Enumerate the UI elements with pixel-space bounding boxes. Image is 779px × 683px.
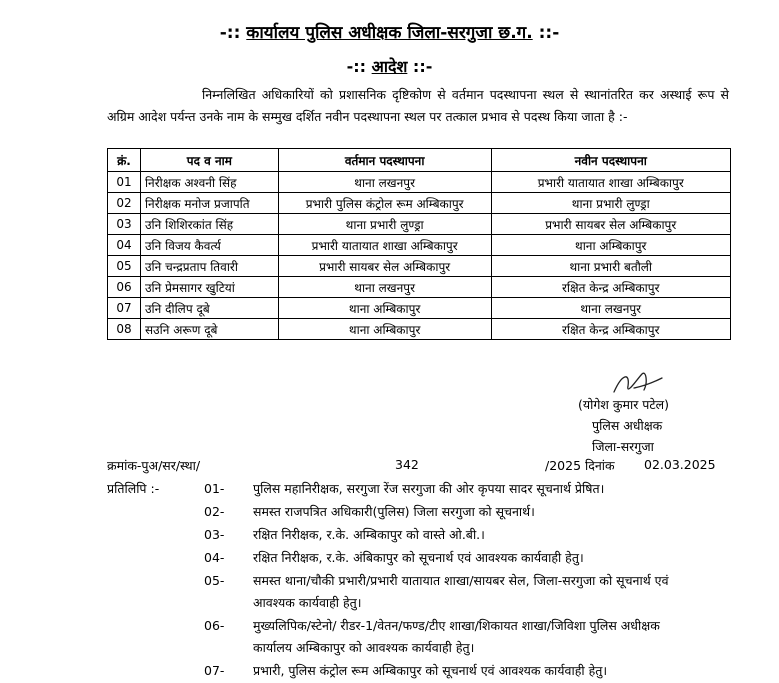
table-row xyxy=(108,235,731,256)
cell-current-posting: थाना लखनपुर xyxy=(278,277,491,298)
title-suffix: ::- xyxy=(532,23,560,43)
table-row xyxy=(108,214,731,235)
list-item xyxy=(0,615,779,659)
transfer-table xyxy=(107,148,731,340)
list-item xyxy=(0,570,779,614)
signatory-block xyxy=(578,394,669,457)
table-row xyxy=(108,277,731,298)
reference-line xyxy=(107,457,717,477)
copies-list xyxy=(0,478,779,683)
office-title xyxy=(0,20,779,43)
copy-text: पुलिस महानिरीक्षक, सरगुजा रेंज सरगुजा की ओर कृपया सादर सूचनार्थ प्रेषित। xyxy=(253,481,605,496)
list-item xyxy=(0,524,779,546)
copy-text: मुख्यलिपिक/स्टेनो/ रीडर-1/वेतन/फण्ड/टीए शाखा/शिकायत शाखा/जिविशा पुलिस अधीक्षक कार्यालय अम्बिकापुर को आवश्यक कार्यवाही हेतु। xyxy=(253,618,660,655)
cell-serial: 04 xyxy=(108,235,141,256)
copy-number: 07- xyxy=(204,663,225,678)
cell-post-name: उनि चन्द्रप्रताप तिवारी xyxy=(140,256,278,277)
intro-paragraph: निम्नलिखित अधिकारियों को प्रशासनिक दृष्टिकोण से वर्तमान पदस्थापना स्थल से स्थानांतरित कर अस्थाई रूप से अग्रिम आदेश पर्यन्त उनके नाम के सम्मुख दर्शित नवीन पदस्थापना स्थल पर तत्काल प्रभाव से पदस्थ किया जाता है :- xyxy=(107,87,729,124)
title-text: कार्यालय पुलिस अधीक्षक जिला-सरगुजा छ.ग. xyxy=(246,23,533,43)
cell-new-posting: प्रभारी सायबर सेल अम्बिकापुर xyxy=(491,214,731,235)
cell-new-posting: थाना लखनपुर xyxy=(491,298,731,319)
cell-new-posting: थाना प्रभारी बतौली xyxy=(491,256,731,277)
signatory-designation: पुलिस अधीक्षक xyxy=(592,418,663,433)
copy-number: 02- xyxy=(204,504,225,519)
table-row xyxy=(108,193,731,214)
cell-post-name: उनि दीलिप दूबे xyxy=(140,298,278,319)
cell-current-posting: प्रभारी पुलिस कंट्रोल रूम अम्बिकापुर xyxy=(278,193,491,214)
cell-serial: 02 xyxy=(108,193,141,214)
table-row xyxy=(108,298,731,319)
reference-prefix: क्रमांक-पुअ/सर/स्था/ xyxy=(107,458,201,473)
cell-serial: 07 xyxy=(108,298,141,319)
cell-current-posting: थाना अम्बिकापुर xyxy=(278,298,491,319)
list-item xyxy=(0,478,779,500)
subtitle-suffix: ::- xyxy=(407,57,433,76)
cell-current-posting: थाना अम्बिकापुर xyxy=(278,319,491,340)
header-post-name: पद व नाम xyxy=(140,149,278,172)
copy-text: रक्षित निरीक्षक, र.के. अम्बिकापुर को वास्ते ओ.बी.। xyxy=(253,527,485,542)
cell-post-name: उनि शिशिरकांत सिंह xyxy=(140,214,278,235)
table-row xyxy=(108,319,731,340)
copy-text: समस्त थाना/चौकी प्रभारी/प्रभारी यातायात शाखा/सायबर सेल, जिला-सरगुजा को सूचनार्थ एवं आवश्यक कार्यवाही हेतु। xyxy=(253,573,669,610)
table-row xyxy=(108,172,731,193)
order-heading xyxy=(0,55,779,77)
subtitle-text: आदेश xyxy=(371,57,408,76)
cell-current-posting: प्रभारी यातायात शाखा अम्बिकापुर xyxy=(278,235,491,256)
copy-text: प्रभारी, पुलिस कंट्रोल रूम अम्बिकापुर को सूचनार्थ एवं आवश्यक कार्यवाही हेतु। xyxy=(253,663,608,678)
cell-post-name: सउनि अरूण दूबे xyxy=(140,319,278,340)
reference-date: 02.03.2025 xyxy=(644,457,716,472)
copy-number: 06- xyxy=(204,618,225,633)
cell-serial: 06 xyxy=(108,277,141,298)
copy-text: समस्त राजपत्रित अधिकारी(पुलिस) जिला सरगुजा को सूचनार्थ। xyxy=(253,504,535,519)
cell-serial: 05 xyxy=(108,256,141,277)
copy-number: 04- xyxy=(204,550,225,565)
header-serial: क्रं. xyxy=(108,149,141,172)
cell-current-posting: थाना लखनपुर xyxy=(278,172,491,193)
signatory-district: जिला-सरगुजा xyxy=(592,439,654,454)
cell-post-name: उनि विजय कैवर्त्य xyxy=(140,235,278,256)
subtitle-prefix: -:: xyxy=(346,57,372,76)
cell-new-posting: थाना प्रभारी लुण्ड्रा xyxy=(491,193,731,214)
copies-label: प्रतिलिपि :- xyxy=(107,481,160,496)
cell-post-name: निरीक्षक अश्वनी सिंह xyxy=(140,172,278,193)
title-prefix: -:: xyxy=(219,23,247,43)
cell-serial: 01 xyxy=(108,172,141,193)
reference-year-label: /2025 दिनांक xyxy=(545,458,615,473)
copy-number: 05- xyxy=(204,573,225,588)
cell-post-name: निरीक्षक मनोज प्रजापति xyxy=(140,193,278,214)
header-current-posting: वर्तमान पदस्थापना xyxy=(278,149,491,172)
cell-current-posting: प्रभारी सायबर सेल अम्बिकापुर xyxy=(278,256,491,277)
cell-new-posting: थाना अम्बिकापुर xyxy=(491,235,731,256)
reference-number: 342 xyxy=(395,457,419,472)
copy-text: रक्षित निरीक्षक, र.के. अंबिकापुर को सूचनार्थ एवं आवश्यक कार्यवाही हेतु। xyxy=(253,550,584,565)
cell-post-name: उनि प्रेमसागर खुटियां xyxy=(140,277,278,298)
cell-current-posting: थाना प्रभारी लुण्ड्रा xyxy=(278,214,491,235)
cell-new-posting: प्रभारी यातायात शाखा अम्बिकापुर xyxy=(491,172,731,193)
table-header-row xyxy=(108,149,731,172)
copy-number: 03- xyxy=(204,527,225,542)
header-new-posting: नवीन पदस्थापना xyxy=(491,149,731,172)
cell-serial: 03 xyxy=(108,214,141,235)
signatory-name: (योगेश कुमार पटेल) xyxy=(578,397,670,412)
table-row xyxy=(108,256,731,277)
list-item xyxy=(0,501,779,523)
cell-serial: 08 xyxy=(108,319,141,340)
cell-new-posting: रक्षित केन्द्र अम्बिकापुर xyxy=(491,319,731,340)
list-item xyxy=(0,547,779,569)
cell-new-posting: रक्षित केन्द्र अम्बिकापुर xyxy=(491,277,731,298)
copy-number: 01- xyxy=(204,481,225,496)
